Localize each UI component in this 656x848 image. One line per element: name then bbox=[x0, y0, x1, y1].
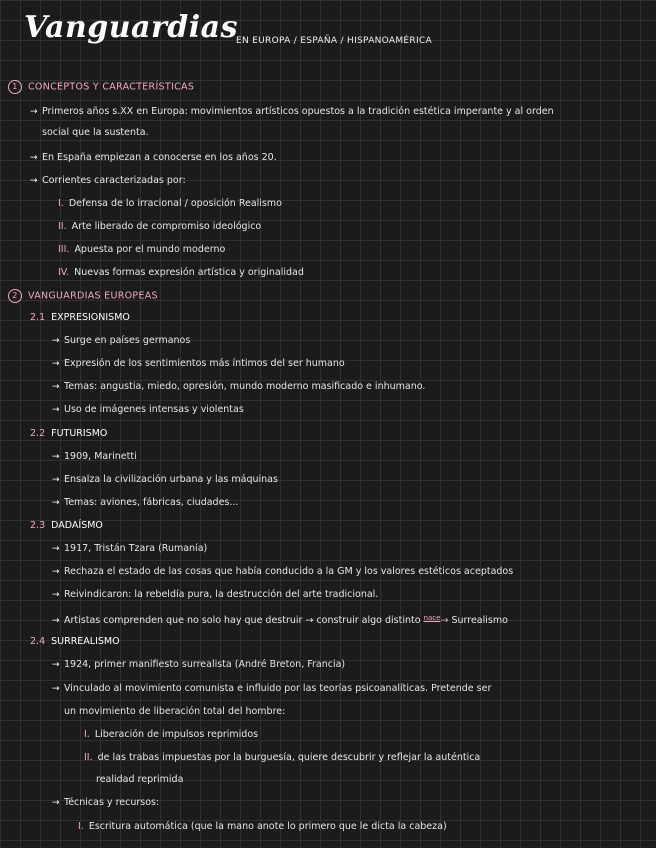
bullet-item bbox=[52, 358, 345, 370]
bullet-text: Uso de imágenes intensas y violentas bbox=[64, 404, 244, 415]
page-subtitle: EN EUROPA / ESPAÑA / HISPANOAMÉRICA bbox=[236, 36, 432, 46]
bullet-item bbox=[52, 404, 244, 416]
bullet-text: Corrientes caracterizadas por: bbox=[42, 175, 186, 186]
bullet-text: Ensalza la civilización urbana y las máquinas bbox=[64, 474, 278, 485]
bullet-item bbox=[52, 589, 378, 601]
bullet-text: Técnicas y recursos: bbox=[64, 797, 160, 808]
bullet-item bbox=[52, 612, 508, 627]
arrow-icon: → bbox=[52, 498, 60, 508]
roman-numeral: I. bbox=[58, 198, 64, 209]
list-item bbox=[58, 221, 261, 233]
subsection-heading bbox=[30, 428, 107, 440]
arrow-icon: → bbox=[52, 336, 60, 346]
bullet-item bbox=[52, 335, 190, 347]
subsection-title: DADAÍSMO bbox=[51, 520, 103, 531]
bullet-text-end: Surrealismo bbox=[451, 615, 508, 626]
arrow-icon: → bbox=[30, 107, 38, 117]
bullet-text: Surge en países germanos bbox=[64, 335, 191, 346]
arrow-icon: → bbox=[52, 616, 60, 626]
roman-numeral: III. bbox=[58, 244, 70, 255]
bullet-text: Expresión de los sentimientos más íntimos del ser humano bbox=[64, 358, 345, 369]
subsection-heading bbox=[30, 520, 103, 532]
list-text: Liberación de impulsos reprimidos bbox=[94, 729, 259, 740]
subsection-title: FUTURISMO bbox=[51, 428, 108, 439]
arrow-icon: → bbox=[30, 176, 38, 186]
roman-numeral: II. bbox=[84, 752, 93, 763]
arrow-icon: → bbox=[52, 798, 60, 808]
arrow-icon: → bbox=[52, 475, 60, 485]
list-text: Defensa de lo irracional / oposición Realismo bbox=[68, 198, 282, 209]
roman-numeral: IV. bbox=[58, 267, 70, 278]
arrow-icon: → bbox=[440, 615, 449, 626]
section-1-number: 1 bbox=[8, 80, 22, 94]
arrow-icon: → bbox=[52, 590, 60, 600]
list-item bbox=[84, 752, 480, 764]
bullet-text: 1924, primer manifiesto surrealista (André Breton, Francia) bbox=[64, 659, 346, 670]
subsection-number: 2.3 bbox=[30, 520, 46, 531]
list-item bbox=[58, 244, 225, 256]
page-title: Vanguardias bbox=[24, 10, 239, 45]
subsection-heading bbox=[30, 312, 130, 324]
bullet-item bbox=[52, 683, 491, 695]
bullet-text: Primeros años s.XX en Europa: movimientos artísticos opuestos a la tradición estética imperante y al orden bbox=[42, 106, 554, 117]
subsection-title: SURREALISMO bbox=[51, 636, 120, 647]
roman-numeral: II. bbox=[58, 221, 67, 232]
list-item bbox=[84, 729, 258, 741]
section-1-title: CONCEPTOS Y CARACTERÍSTICAS bbox=[28, 81, 195, 93]
subsection-number: 2.1 bbox=[30, 312, 46, 323]
bullet-text: Reivindicaron: la rebeldía pura, la destrucción del arte tradicional. bbox=[64, 589, 379, 600]
subsection-title: EXPRESIONISMO bbox=[51, 312, 130, 323]
section-2-number: 2 bbox=[8, 289, 22, 303]
bullet-text: Vinculado al movimiento comunista e influido por las teorías psicoanalíticas. Pretende ser bbox=[64, 683, 492, 694]
arrow-icon: → bbox=[30, 153, 38, 163]
bullet-item bbox=[52, 566, 513, 578]
section-2-heading bbox=[8, 289, 158, 303]
bullet-text: 1909, Marinetti bbox=[64, 451, 137, 462]
list-text: de las trabas impuestas por la burguesía, quiere descubrir y reflejar la auténtica bbox=[97, 752, 481, 763]
bullet-item bbox=[52, 797, 159, 809]
bullet-text: Artistas comprenden que no solo hay que destruir → construir algo distinto bbox=[64, 615, 421, 626]
list-text: Apuesta por el mundo moderno bbox=[74, 244, 226, 255]
bullet-item bbox=[52, 543, 207, 555]
subsection-number: 2.4 bbox=[30, 636, 46, 647]
bullet-continuation: un movimiento de liberación total del hombre: bbox=[64, 706, 286, 717]
bullet-continuation: social que la sustenta. bbox=[42, 127, 149, 138]
arrow-icon: → bbox=[52, 359, 60, 369]
list-item bbox=[58, 267, 304, 279]
bullet-item bbox=[30, 175, 186, 187]
bullet-item bbox=[52, 497, 238, 509]
list-text: Escritura automática (que la mano anote lo primero que le dicta la cabeza) bbox=[88, 821, 447, 832]
bullet-item bbox=[52, 659, 345, 671]
section-2-title: VANGUARDIAS EUROPEAS bbox=[28, 290, 158, 302]
nace-label: nace bbox=[423, 614, 441, 622]
section-1-heading bbox=[8, 80, 194, 94]
subsection-number: 2.2 bbox=[30, 428, 46, 439]
list-continuation: realidad reprimida bbox=[96, 774, 184, 785]
roman-numeral: I. bbox=[78, 821, 84, 832]
bullet-text: Rechaza el estado de las cosas que había conducido a la GM y los valores estéticos aceptados bbox=[64, 566, 514, 577]
list-text: Arte liberado de compromiso ideológico bbox=[71, 221, 262, 232]
subsection-heading bbox=[30, 636, 120, 648]
bullet-text: Temas: aviones, fábricas, ciudades... bbox=[64, 497, 239, 508]
list-text: Nuevas formas expresión artística y originalidad bbox=[74, 267, 304, 278]
list-item bbox=[78, 821, 447, 833]
bullet-item bbox=[30, 152, 277, 164]
bullet-item bbox=[30, 106, 554, 118]
roman-numeral: I. bbox=[84, 729, 90, 740]
arrow-icon: → bbox=[52, 684, 60, 694]
bullet-item bbox=[52, 381, 425, 393]
arrow-icon: → bbox=[52, 452, 60, 462]
arrow-icon: → bbox=[52, 382, 60, 392]
list-item bbox=[58, 198, 282, 210]
bullet-item bbox=[52, 474, 278, 486]
bullet-text: En España empiezan a conocerse en los años 20. bbox=[42, 152, 277, 163]
arrow-icon: → bbox=[52, 544, 60, 554]
bullet-item bbox=[52, 451, 137, 463]
bullet-text: 1917, Tristán Tzara (Rumanía) bbox=[64, 543, 208, 554]
arrow-icon: → bbox=[52, 660, 60, 670]
arrow-icon: → bbox=[52, 567, 60, 577]
bullet-text: Temas: angustia, miedo, opresión, mundo moderno masificado e inhumano. bbox=[64, 381, 426, 392]
arrow-icon: → bbox=[52, 405, 60, 415]
